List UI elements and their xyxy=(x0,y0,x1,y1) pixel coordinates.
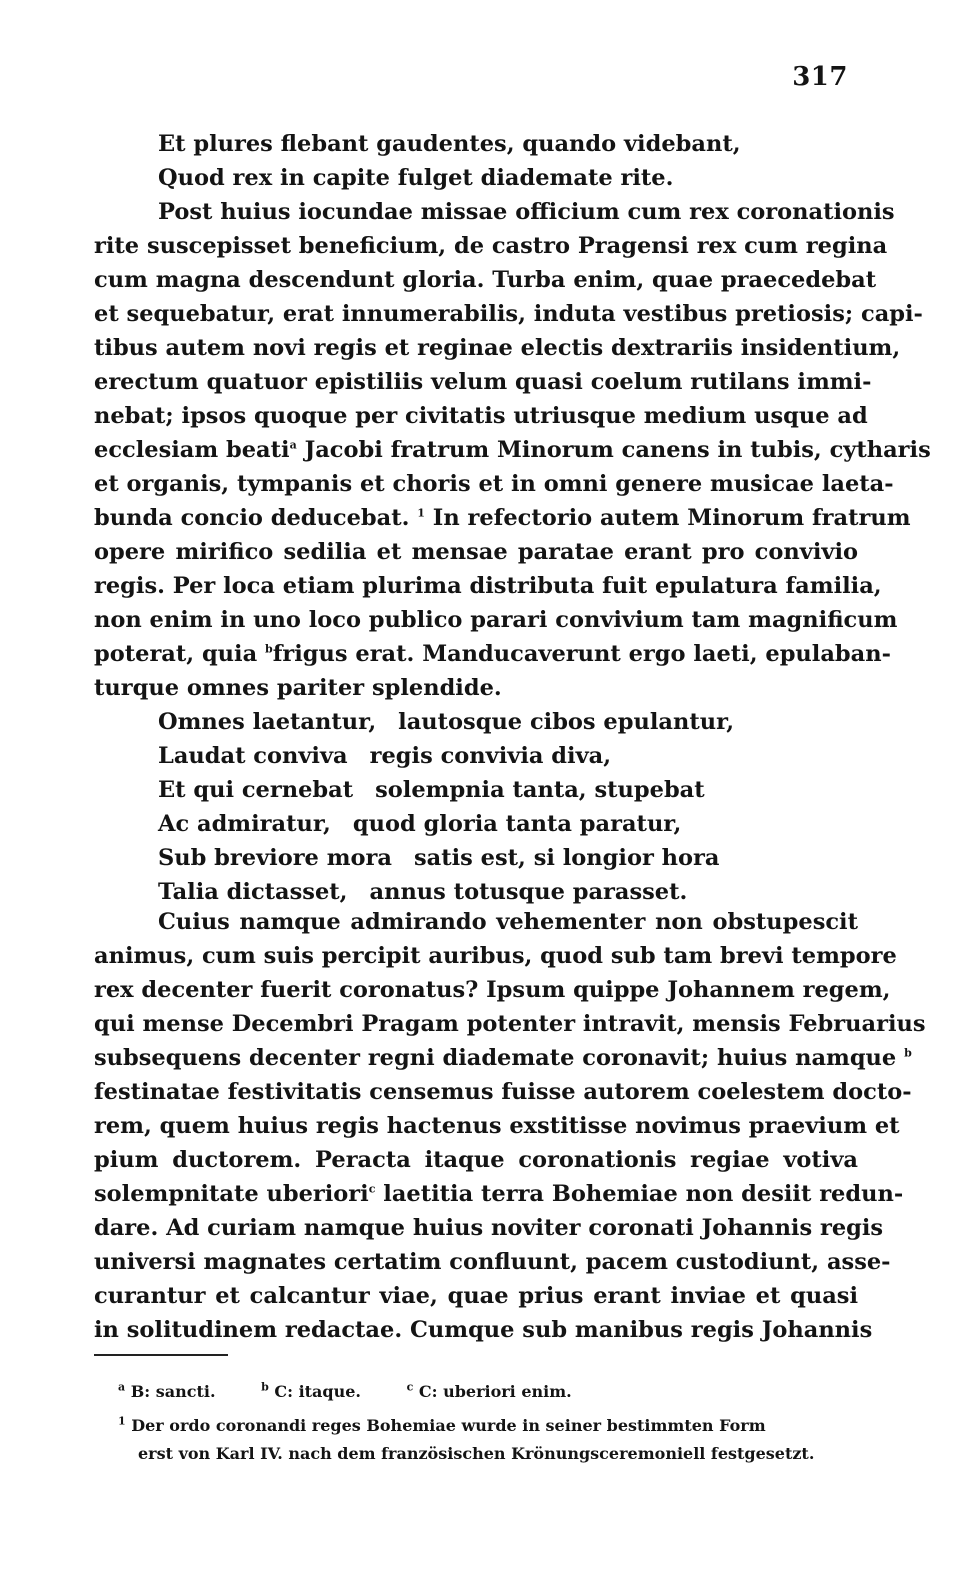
verse-line xyxy=(94,773,858,807)
verse-half: Sub breviore mora xyxy=(158,845,392,871)
verse-half: annus totusque parasset. xyxy=(369,879,688,905)
page-number: 317 xyxy=(792,62,848,92)
verse-line: Et plures flebant gaudentes, quando videbant, xyxy=(158,131,741,157)
text-line xyxy=(94,433,931,467)
text-line: curantur et calcantur viae, quae prius erant inviae et quasi xyxy=(94,1283,858,1309)
verse-line xyxy=(94,875,858,909)
text-line: rite suscepisset beneficium, de castro Pragensi rex cum regina xyxy=(94,233,888,259)
footnotes xyxy=(94,1378,858,1468)
footnote-c xyxy=(407,1382,572,1401)
text-segment: ecclesiam beati xyxy=(94,437,290,463)
text-line: rex decenter fuerit coronatus? Ipsum quippe Johannem regem, xyxy=(94,977,891,1003)
text-line: universi magnates certatim confluunt, pacem custodiunt, asse- xyxy=(94,1249,891,1275)
text-segment: laetitia terra Bohemiae non desiit redun- xyxy=(383,1181,904,1207)
verse-half: Ac admiratur, xyxy=(158,811,331,837)
text-line: qui mense Decembri Pragam potenter intravit, mensis Februarius xyxy=(94,1011,926,1037)
verse-half: Omnes laetantur, xyxy=(158,709,377,735)
verse-block xyxy=(94,705,858,909)
verse-half: Et qui cernebat xyxy=(158,777,354,803)
footnote-marker: a xyxy=(289,438,297,452)
text-segment: subsequens decenter regni diademate coronavit; huius namque xyxy=(94,1045,897,1071)
verse-half: satis est, si longior hora xyxy=(413,845,720,871)
verse-line: Quod rex in capite fulget diademate rite. xyxy=(158,165,674,191)
text-line: et organis, tympanis et choris et in omni genere musicae laeta- xyxy=(94,471,894,497)
verse-line xyxy=(94,841,858,875)
verse-half: Laudat conviva xyxy=(158,743,348,769)
text-line xyxy=(94,1177,904,1211)
verse-half: quod gloria tanta paratur, xyxy=(352,811,682,837)
footnote-marker: b xyxy=(265,642,273,656)
verse-line xyxy=(94,807,858,841)
text-line: Cuius namque admirando vehementer non obstupescit xyxy=(158,909,858,935)
footnote-text: C: itaque. xyxy=(274,1382,361,1401)
text-segment: solempnitate uberiori xyxy=(94,1181,369,1207)
footnote-marker: c xyxy=(406,1380,414,1394)
text-line: rem, quem huius regis hactenus exstitisse novimus praevium et xyxy=(94,1113,900,1139)
footnote-marker: b xyxy=(261,1380,269,1394)
paragraph-2 xyxy=(94,905,926,1347)
footnote-text: B: sancti. xyxy=(130,1382,216,1401)
footnote-marker: a xyxy=(118,1380,126,1394)
verse-half: solempnia tanta, stupebat xyxy=(375,777,705,803)
text-line xyxy=(94,1041,912,1075)
text-line: erectum quatuor epistiliis velum quasi coelum rutilans immi- xyxy=(94,369,872,395)
text-segment: poterat, quia xyxy=(94,641,258,667)
footnote-marker: 1 xyxy=(417,506,425,520)
paragraph-1 xyxy=(94,195,931,705)
text-line: tibus autem novi regis et reginae electis dextrariis insidentium, xyxy=(94,335,901,361)
text-segment: frigus erat. Manducaverunt ergo laeti, epulaban- xyxy=(272,641,891,667)
text-line: dare. Ad curiam namque huius noviter coronati Johannis regis xyxy=(94,1215,884,1241)
verse-line xyxy=(94,705,858,739)
text-line: regis. Per loca etiam plurima distributa fuit epulatura familia, xyxy=(94,573,882,599)
text-line xyxy=(94,501,911,535)
footnote-line: erst von Karl IV. nach dem französischen Krönungsceremoniell festgesetzt. xyxy=(138,1444,815,1463)
footnote-line xyxy=(94,1412,858,1440)
text-line: animus, cum suis percipit auribus, quod sub tam brevi tempore xyxy=(94,943,897,969)
text-line: nebat; ipsos quoque per civitatis utriusque medium usque ad xyxy=(94,403,868,429)
text-line: festinatae festivitatis censemus fuisse autorem coelestem docto- xyxy=(94,1079,912,1105)
verse-half: regis convivia diva, xyxy=(369,743,612,769)
text-line: opere mirifico sedilia et mensae paratae erant pro convivio xyxy=(94,539,858,565)
footnote-divider xyxy=(94,1354,228,1356)
opening-verse xyxy=(94,127,858,195)
footnote-marker: b xyxy=(904,1046,912,1060)
text-line: non enim in uno loco publico parari convivium tam magnificum xyxy=(94,607,898,633)
footnote-text: Der ordo coronandi reges Bohemiae wurde in seiner bestimmten Form xyxy=(131,1416,766,1435)
text-segment: In refectorio autem Minorum fratrum xyxy=(432,505,911,531)
text-segment: bunda concio deducebat. xyxy=(94,505,410,531)
text-line: Post huius iocundae missae officium cum rex coronationis xyxy=(158,199,895,225)
text-line: et sequebatur, erat innumerabilis, induta vestibus pretiosis; capi- xyxy=(94,301,923,327)
footnote-line xyxy=(94,1378,858,1406)
footnote-a xyxy=(118,1382,216,1401)
footnote-text: C: uberiori enim. xyxy=(418,1382,572,1401)
text-line: in solitudinem redactae. Cumque sub manibus regis Johannis xyxy=(94,1317,873,1343)
text-line xyxy=(94,637,891,671)
text-line: cum magna descendunt gloria. Turba enim, quae praecedebat xyxy=(94,267,877,293)
verse-half: Talia dictasset, xyxy=(158,879,348,905)
footnote-marker: 1 xyxy=(118,1414,126,1428)
verse-line xyxy=(94,739,858,773)
footnote-marker: c xyxy=(368,1182,376,1196)
text-line: turque omnes pariter splendide. xyxy=(94,675,502,701)
verse-half: lautosque cibos epulantur, xyxy=(398,709,735,735)
footnote-b xyxy=(261,1382,361,1401)
text-segment: Jacobi fratrum Minorum canens in tubis, cytharis xyxy=(304,437,931,463)
text-line: pium ductorem. Peracta itaque coronationis regiae votiva xyxy=(94,1147,858,1173)
